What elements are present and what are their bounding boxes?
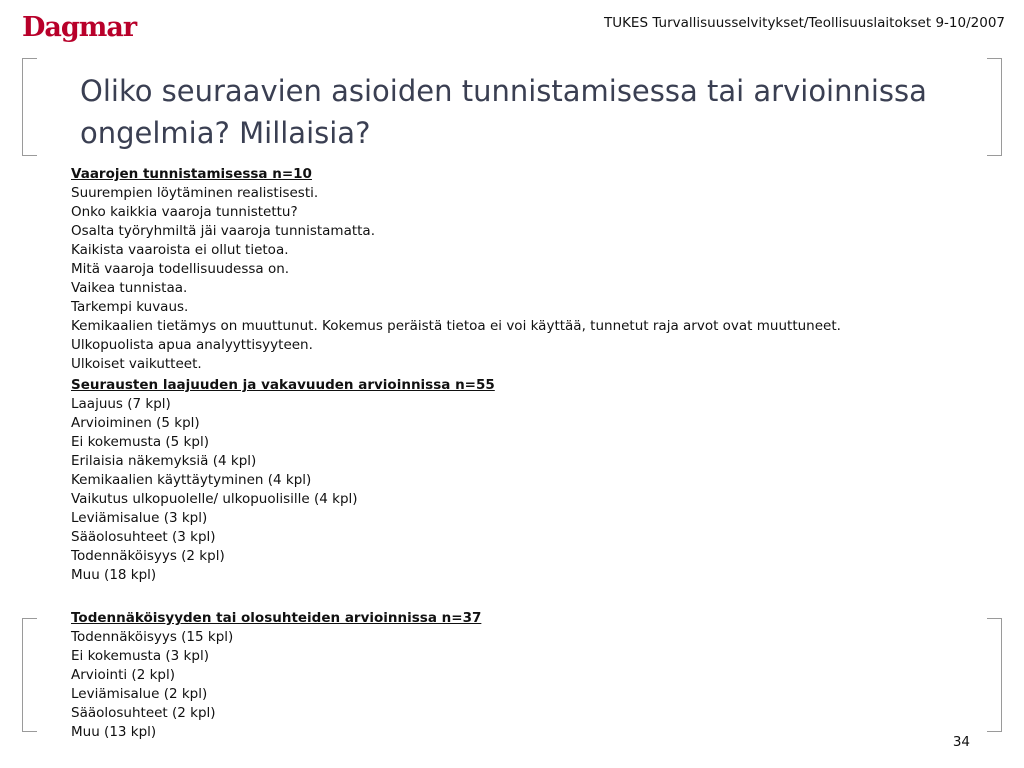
list-item: Vaikea tunnistaa. [71, 280, 188, 296]
list-item: Suurempien löytäminen realistisesti. [71, 185, 319, 201]
page-number: 34 [952, 734, 970, 750]
list-item: Arviointi (2 kpl) [71, 667, 175, 683]
list-item: Ulkoiset vaikutteet. [71, 356, 202, 372]
logo: Dagmar [22, 12, 137, 43]
list-item: Kaikista vaaroista ei ollut tietoa. [71, 242, 289, 258]
list-item: Tarkempi kuvaus. [71, 299, 189, 315]
section-probability-assessment [71, 609, 991, 742]
list-item: Leviämisalue (3 kpl) [71, 510, 208, 526]
list-item: Mitä vaaroja todellisuudessa on. [71, 261, 290, 277]
list-item: Vaikutus ulkopuolelle/ ulkopuolisille (4 kpl) [71, 491, 358, 507]
list-item: Erilaisia näkemyksiä (4 kpl) [71, 453, 257, 469]
list-item: Kemikaalien tietämys on muuttunut. Kokemus peräistä tietoa ei voi käyttää, tunnetut raja arvot ovat muuttuneet. [71, 318, 841, 334]
section-heading: Seurausten laajuuden ja vakavuuden arvioinnissa n=55 [71, 377, 495, 393]
list-item: Ulkopuolista apua analyyttisyyteen. [71, 337, 313, 353]
slide-title: Oliko seuraavien asioiden tunnistamisessa tai arvioinnissa ongelmia? Millaisia? [80, 74, 927, 150]
list-item: Muu (13 kpl) [71, 724, 157, 740]
header-caption: TUKES Turvallisuusselvitykset/Teollisuuslaitokset 9-10/2007 [603, 15, 1005, 31]
list-item: Todennäköisyys (2 kpl) [71, 548, 225, 564]
list-item: Ei kokemusta (3 kpl) [71, 648, 209, 664]
list-item: Sääolosuhteet (2 kpl) [71, 705, 216, 721]
section-heading: Vaarojen tunnistamisessa n=10 [71, 166, 312, 182]
list-item: Sääolosuhteet (3 kpl) [71, 529, 216, 545]
slide-content [71, 165, 991, 742]
frame-corner-top-right [987, 58, 1002, 156]
frame-corner-bottom-left [22, 618, 37, 732]
list-item: Ei kokemusta (5 kpl) [71, 434, 209, 450]
list-item: Kemikaalien käyttäytyminen (4 kpl) [71, 472, 312, 488]
list-item: Arvioiminen (5 kpl) [71, 415, 200, 431]
list-item: Muu (18 kpl) [71, 567, 157, 583]
section-hazard-identification [71, 165, 991, 374]
list-item: Laajuus (7 kpl) [71, 396, 171, 412]
list-item: Osalta työryhmiltä jäi vaaroja tunnistamatta. [71, 223, 376, 239]
list-item: Onko kaikkia vaaroja tunnistettu? [71, 204, 298, 220]
section-heading: Todennäköisyyden tai olosuhteiden arvioinnissa n=37 [71, 610, 482, 626]
list-item: Leviämisalue (2 kpl) [71, 686, 208, 702]
section-consequence-assessment [71, 376, 991, 585]
frame-corner-top-left [22, 58, 37, 156]
list-item: Todennäköisyys (15 kpl) [71, 629, 234, 645]
